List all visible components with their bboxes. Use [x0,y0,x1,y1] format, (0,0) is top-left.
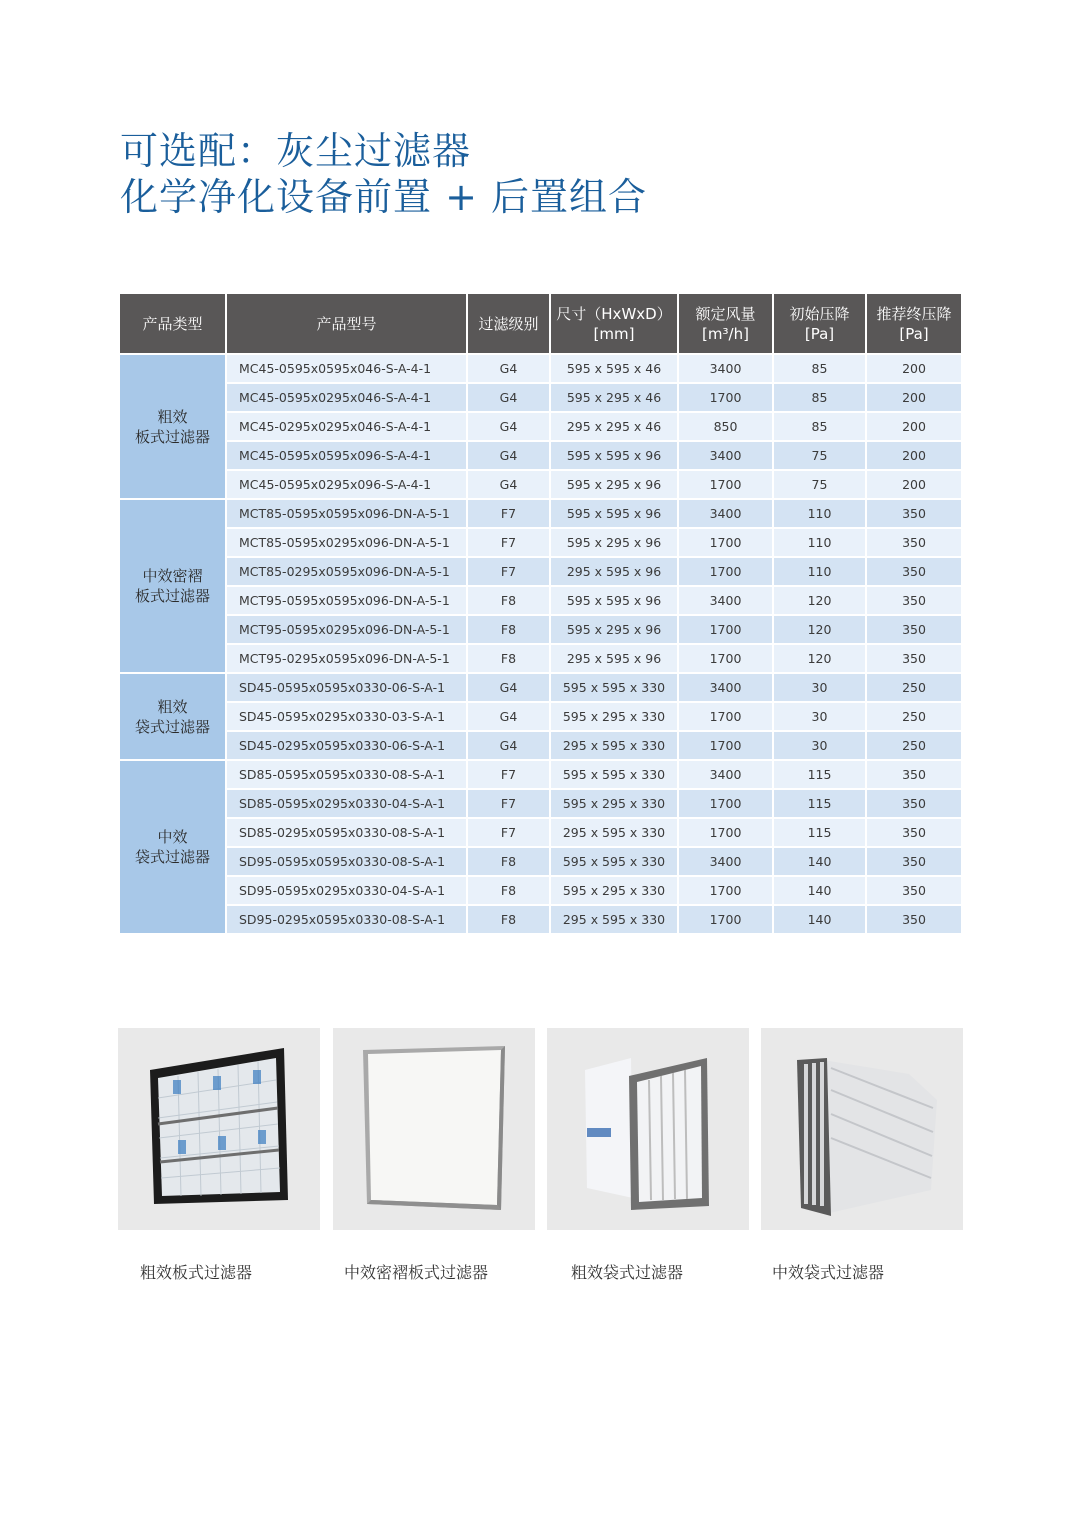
size-cell: 595 x 295 x 330 [550,789,678,818]
final-pressure-cell: 350 [866,905,961,933]
initial-pressure-cell: 75 [773,470,866,499]
size-cell: 595 x 295 x 96 [550,528,678,557]
table-row [120,673,961,702]
final-pressure-cell: 350 [866,615,961,644]
initial-pressure-cell: 115 [773,818,866,847]
initial-pressure-cell: 110 [773,557,866,586]
grade-cell: G4 [467,673,550,702]
airflow-cell: 3400 [678,586,773,615]
initial-pressure-cell: 75 [773,441,866,470]
airflow-cell: 1700 [678,789,773,818]
model-cell: MCT95-0595x0595x096-DN-A-5-1 [226,586,467,615]
header-model: 产品型号 [226,294,467,354]
model-cell: MCT85-0295x0595x096-DN-A-5-1 [226,557,467,586]
airflow-cell: 3400 [678,354,773,383]
product-photos [118,1028,964,1230]
table-row [120,644,961,673]
final-pressure-cell: 350 [866,499,961,528]
table-row [120,702,961,731]
size-cell: 295 x 295 x 46 [550,412,678,441]
table-body [120,354,961,933]
coarse-bag-filter-image [547,1028,749,1230]
airflow-cell: 850 [678,412,773,441]
header-initial-pressure: 初始压降 [Pa] [773,294,866,354]
model-cell: MC45-0595x0295x046-S-A-4-1 [226,383,467,412]
header-airflow: 额定风量 [m³/h] [678,294,773,354]
table-row [120,876,961,905]
table-row [120,499,961,528]
table-row [120,905,961,933]
model-cell: MC45-0595x0295x096-S-A-4-1 [226,470,467,499]
airflow-cell: 3400 [678,499,773,528]
initial-pressure-cell: 85 [773,412,866,441]
grade-cell: F7 [467,499,550,528]
grade-cell: G4 [467,441,550,470]
final-pressure-cell: 350 [866,586,961,615]
table-row [120,615,961,644]
model-cell: SD45-0595x0295x0330-03-S-A-1 [226,702,467,731]
final-pressure-cell: 350 [866,789,961,818]
airflow-cell: 1700 [678,383,773,412]
initial-pressure-cell: 140 [773,876,866,905]
caption-coarse-bag-filter: 粗效袋式过滤器 [571,1263,684,1282]
final-pressure-cell: 250 [866,731,961,760]
airflow-cell: 1700 [678,702,773,731]
product-type-cell: 中效密褶 板式过滤器 [120,499,226,673]
initial-pressure-cell: 85 [773,383,866,412]
final-pressure-cell: 200 [866,412,961,441]
model-cell: MCT95-0595x0295x096-DN-A-5-1 [226,615,467,644]
initial-pressure-cell: 85 [773,354,866,383]
grade-cell: F8 [467,876,550,905]
table-row [120,557,961,586]
initial-pressure-cell: 110 [773,499,866,528]
header-final-pressure: 推荐终压降 [Pa] [866,294,961,354]
model-cell: SD85-0595x0595x0330-08-S-A-1 [226,760,467,789]
grade-cell: F8 [467,586,550,615]
initial-pressure-cell: 110 [773,528,866,557]
caption-pleated-panel-filter: 中效密褶板式过滤器 [344,1263,489,1282]
pleated-panel-filter-image [333,1028,535,1230]
model-cell: MCT85-0595x0595x096-DN-A-5-1 [226,499,467,528]
airflow-cell: 1700 [678,528,773,557]
final-pressure-cell: 200 [866,470,961,499]
model-cell: SD45-0295x0595x0330-06-S-A-1 [226,731,467,760]
airflow-cell: 1700 [678,731,773,760]
airflow-cell: 3400 [678,847,773,876]
model-cell: SD85-0595x0295x0330-04-S-A-1 [226,789,467,818]
grade-cell: F8 [467,615,550,644]
grade-cell: G4 [467,412,550,441]
product-type-cell: 粗效 袋式过滤器 [120,673,226,760]
model-cell: SD95-0295x0595x0330-08-S-A-1 [226,905,467,933]
initial-pressure-cell: 30 [773,702,866,731]
table-row [120,412,961,441]
airflow-cell: 1700 [678,557,773,586]
size-cell: 595 x 595 x 330 [550,847,678,876]
medium-bag-filter-image [761,1028,963,1230]
page-title [120,128,647,220]
final-pressure-cell: 350 [866,760,961,789]
size-cell: 295 x 595 x 330 [550,905,678,933]
airflow-cell: 1700 [678,615,773,644]
initial-pressure-cell: 115 [773,760,866,789]
model-cell: SD95-0595x0295x0330-04-S-A-1 [226,876,467,905]
airflow-cell: 1700 [678,876,773,905]
grade-cell: F7 [467,557,550,586]
table-row [120,818,961,847]
grade-cell: F7 [467,760,550,789]
table-row [120,586,961,615]
size-cell: 295 x 595 x 96 [550,644,678,673]
model-cell: SD95-0595x0595x0330-08-S-A-1 [226,847,467,876]
initial-pressure-cell: 120 [773,644,866,673]
title-line-1: 可选配：灰尘过滤器 [120,129,472,173]
final-pressure-cell: 250 [866,702,961,731]
grade-cell: F7 [467,789,550,818]
size-cell: 595 x 295 x 330 [550,702,678,731]
header-size: 尺寸（HxWxD） [mm] [550,294,678,354]
grade-cell: G4 [467,731,550,760]
product-type-cell: 中效 袋式过滤器 [120,760,226,933]
size-cell: 595 x 595 x 96 [550,499,678,528]
airflow-cell: 1700 [678,818,773,847]
model-cell: MCT95-0295x0595x096-DN-A-5-1 [226,644,467,673]
size-cell: 595 x 295 x 46 [550,383,678,412]
size-cell: 595 x 595 x 46 [550,354,678,383]
title-line-2: 化学净化设备前置 + 后置组合 [120,175,647,219]
final-pressure-cell: 200 [866,354,961,383]
grade-cell: F8 [467,644,550,673]
table-row [120,528,961,557]
size-cell: 595 x 595 x 96 [550,586,678,615]
airflow-cell: 1700 [678,470,773,499]
final-pressure-cell: 350 [866,847,961,876]
initial-pressure-cell: 140 [773,905,866,933]
size-cell: 595 x 295 x 96 [550,615,678,644]
initial-pressure-cell: 30 [773,673,866,702]
size-cell: 295 x 595 x 96 [550,557,678,586]
grade-cell: G4 [467,470,550,499]
initial-pressure-cell: 30 [773,731,866,760]
initial-pressure-cell: 120 [773,586,866,615]
model-cell: SD45-0595x0595x0330-06-S-A-1 [226,673,467,702]
airflow-cell: 3400 [678,760,773,789]
airflow-cell: 1700 [678,905,773,933]
size-cell: 595 x 295 x 330 [550,876,678,905]
grade-cell: F8 [467,847,550,876]
size-cell: 595 x 595 x 96 [550,441,678,470]
final-pressure-cell: 350 [866,876,961,905]
product-type-cell: 粗效 板式过滤器 [120,354,226,499]
initial-pressure-cell: 120 [773,615,866,644]
table-row [120,847,961,876]
table-row [120,354,961,383]
model-cell: MC45-0595x0595x046-S-A-4-1 [226,354,467,383]
table-row [120,470,961,499]
size-cell: 595 x 595 x 330 [550,760,678,789]
airflow-cell: 3400 [678,441,773,470]
final-pressure-cell: 350 [866,557,961,586]
initial-pressure-cell: 140 [773,847,866,876]
table-row [120,760,961,789]
table-row [120,441,961,470]
caption-medium-bag-filter: 中效袋式过滤器 [772,1263,885,1282]
grade-cell: G4 [467,354,550,383]
size-cell: 295 x 595 x 330 [550,731,678,760]
grade-cell: G4 [467,702,550,731]
model-cell: MCT85-0595x0295x096-DN-A-5-1 [226,528,467,557]
header-type: 产品类型 [120,294,226,354]
table-row [120,383,961,412]
final-pressure-cell: 350 [866,818,961,847]
size-cell: 595 x 295 x 96 [550,470,678,499]
model-cell: SD85-0295x0595x0330-08-S-A-1 [226,818,467,847]
final-pressure-cell: 200 [866,441,961,470]
table-row [120,731,961,760]
grade-cell: F7 [467,528,550,557]
grade-cell: G4 [467,383,550,412]
initial-pressure-cell: 115 [773,789,866,818]
table-row [120,789,961,818]
grade-cell: F7 [467,818,550,847]
coarse-panel-filter-image [118,1028,320,1230]
table-header-row [120,294,961,354]
model-cell: MC45-0295x0295x046-S-A-4-1 [226,412,467,441]
final-pressure-cell: 350 [866,644,961,673]
header-grade: 过滤级别 [467,294,550,354]
spec-table [120,294,961,933]
final-pressure-cell: 250 [866,673,961,702]
size-cell: 295 x 595 x 330 [550,818,678,847]
airflow-cell: 1700 [678,644,773,673]
airflow-cell: 3400 [678,673,773,702]
model-cell: MC45-0595x0595x096-S-A-4-1 [226,441,467,470]
size-cell: 595 x 595 x 330 [550,673,678,702]
grade-cell: F8 [467,905,550,933]
final-pressure-cell: 200 [866,383,961,412]
caption-coarse-panel-filter: 粗效板式过滤器 [140,1263,253,1282]
final-pressure-cell: 350 [866,528,961,557]
